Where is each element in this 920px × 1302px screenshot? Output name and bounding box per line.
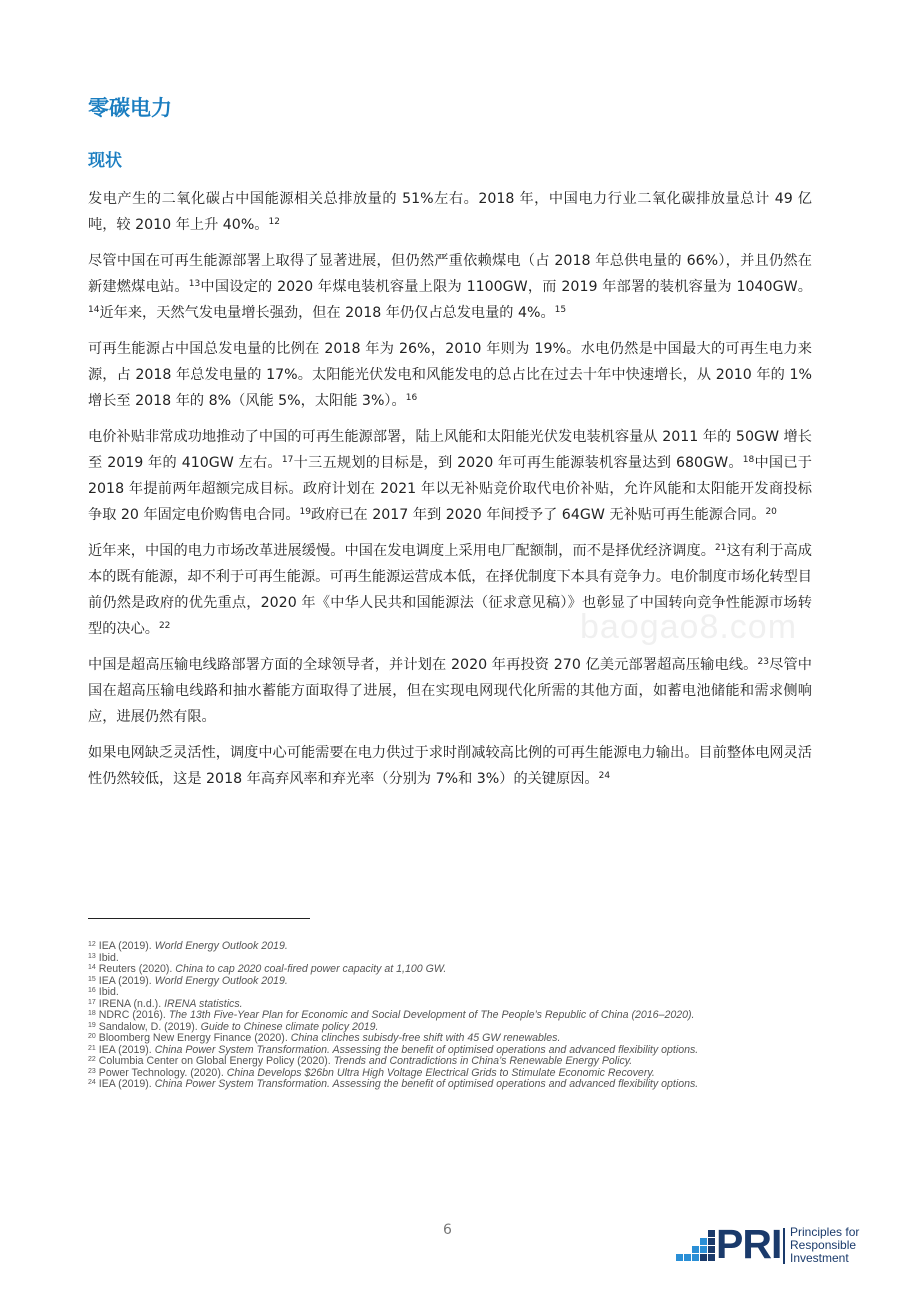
footnote-ref[interactable]: 13	[188, 279, 201, 289]
footnote-source: IEA (2019).	[98, 1078, 155, 1090]
footnote-number: 13	[88, 952, 96, 960]
footnote-title: China to cap 2020 coal-fired power capacity at 1,100 GW.	[175, 963, 447, 975]
footnote-source: Bloomberg New Energy Finance (2020).	[98, 1032, 291, 1044]
footnote-number: 14	[88, 964, 96, 971]
paragraph-text: 发电产生的二氧化碳占中国能源相关总排放量的 51%左右。2018 年，中国电力行业二氧化碳排放量总计 49 亿吨，较 2010 年上升 40%。	[88, 191, 812, 233]
paragraph	[88, 336, 812, 414]
paragraph-text: 政府已在 2017 年到 2020 年间授予了 64GW 无补贴可再生能源合同。	[310, 507, 766, 523]
paragraph-text: 中国已于 2018 年提前两年超额完成目标。政府计划在 2021 年以无补贴竞价取代电价补贴，允许风能和太阳能开发商投标争取 20 年固定电价购售电合同。	[88, 455, 812, 523]
page-heading: 零碳电力	[88, 96, 172, 120]
paragraph-text: 尽管中国在超高压输电线路和抽水蓄能方面取得了进展，但在实现电网现代化所需的其他方面，如蓄电池储能和需求侧响应，进展仍然有限。	[88, 657, 812, 725]
footnote-title: IRENA statistics.	[164, 997, 243, 1010]
paragraph	[88, 424, 812, 528]
footnote-source: Ibid.	[98, 951, 119, 964]
footnote-number: 19	[88, 1021, 96, 1029]
logo-square	[708, 1230, 715, 1237]
pri-logo-wordmark: PRI	[716, 1221, 782, 1267]
logo-square	[676, 1254, 683, 1261]
footnote-number: 15	[88, 975, 96, 983]
logo-square	[708, 1238, 715, 1245]
paragraph	[88, 186, 812, 238]
footnote-source: Reuters (2020).	[98, 963, 176, 975]
paragraph	[88, 740, 812, 792]
footnote-ref[interactable]: 22	[158, 621, 171, 631]
logo-square	[684, 1254, 691, 1261]
footnote-title: China clinches subisdy-free shift with 45 GW renewables.	[290, 1032, 561, 1044]
footnote-ref[interactable]: 23	[757, 657, 769, 667]
footnote-item	[88, 976, 818, 988]
paragraph-text: 如果电网缺乏灵活性，调度中心可能需要在电力供过于求时削减较高比例的可再生能源电力输出。目前整体电网灵活性仍然较低，这是 2018 年高弃风率和弃光率（分别为 7%和 3%）的关键原因。	[88, 745, 812, 787]
footnote-source: NDRC (2016).	[98, 1009, 169, 1021]
footnotes	[88, 941, 818, 1091]
footnote-title: China Power System Transformation. Assessing the benefit of optimised operations and advanced flexibility options.	[154, 1078, 699, 1090]
footnote-ref[interactable]: 15	[554, 305, 567, 315]
footnote-ref[interactable]: 20	[765, 507, 777, 517]
footnote-source: IEA (2019).	[98, 940, 155, 952]
footnote-title: China Power System Transformation. Assessing the benefit of optimised operations and advanced flexibility options.	[154, 1043, 699, 1056]
footnote-number: 21	[88, 1044, 96, 1052]
pri-logo-line3: Investment	[790, 1251, 849, 1265]
footnote-ref[interactable]: 19	[299, 507, 311, 517]
footnote-ref[interactable]: 16	[405, 393, 418, 403]
footnote-source: IEA (2019).	[98, 974, 155, 987]
body-text	[88, 186, 812, 802]
paragraph	[88, 248, 812, 326]
logo-square	[692, 1254, 699, 1261]
footnote-number: 20	[88, 1033, 96, 1040]
logo-square	[700, 1254, 707, 1261]
footnote-title: The 13th Five-Year Plan for Economic and Social Development of The People’s Republic of China (2016–2020).	[168, 1009, 695, 1021]
footnote-source: Power Technology. (2020).	[98, 1066, 227, 1079]
footnote-number: 16	[88, 987, 96, 994]
footnote-number: 17	[88, 998, 96, 1006]
paragraph-text: 尽管中国在可再生能源部署上取得了显著进展，但仍然严重依赖煤电（占 2018 年总供电量的 66%），并且仍然在新建燃煤电站。	[88, 253, 812, 295]
paragraph	[88, 652, 812, 730]
pri-logo-mark-icon	[676, 1224, 716, 1264]
pri-logo-line1: Principles for	[790, 1225, 860, 1239]
footnote-title: Guide to Chinese climate policy 2019.	[200, 1020, 379, 1033]
footnote-source: IRENA (n.d.).	[98, 997, 165, 1010]
paragraph-text: 十三五规划的目标是，到 2020 年可再生能源装机容量达到 680GW。	[293, 455, 743, 471]
paragraph-text: 可再生能源占中国总发电量的比例在 2018 年为 26%，2010 年则为 19%。水电仍然是中国最大的可再生电力来源，占 2018 年总发电量的 17%。太阳能光伏发电和风能发电的总占比在过去十年中快速增长，从 2010 年的 1%增长至 2018 年的 8%（风能 5%，太阳能 3%）。	[88, 341, 812, 409]
footnote-title: World Energy Outlook 2019.	[154, 974, 288, 987]
footnote-number: 23	[88, 1067, 96, 1075]
footnote-item	[88, 1079, 818, 1091]
footnote-ref[interactable]: 24	[598, 771, 611, 781]
footnote-title: Trends and Contradictions in China’s Renewable Energy Policy.	[333, 1055, 633, 1067]
footnote-source: Ibid.	[98, 986, 119, 998]
footnote-number: 22	[88, 1056, 96, 1063]
paragraph-text: 这有利于高成本的既有能源，却不利于可再生能源。可再生能源运营成本低，在择优制度下本具有竞争力。电价制度市场化转型目前仍然是政府的优先重点，2020 年《中华人民共和国能源法（征求意见稿）》也彰显了中国转向竞争性能源市场转型的决心。	[88, 543, 812, 637]
pri-logo-line2: Responsible	[790, 1238, 857, 1252]
pri-logo	[676, 1221, 876, 1268]
pri-logo-divider	[783, 1228, 785, 1264]
paragraph-text: 中国是超高压输电线路部署方面的全球领导者，并计划在 2020 年再投资 270 亿美元部署超高压输电线。	[88, 657, 758, 673]
paragraph-text: 中国设定的 2020 年煤电装机容量上限为 1100GW，而 2019 年部署的装机容量为 1040GW。	[200, 279, 812, 295]
page-number: 6	[443, 1222, 452, 1238]
logo-square	[708, 1246, 715, 1253]
footnote-source: Columbia Center on Global Energy Policy (2020).	[98, 1055, 334, 1067]
footnote-divider	[88, 918, 310, 919]
footnote-title: World Energy Outlook 2019.	[154, 940, 288, 952]
logo-square	[700, 1238, 707, 1245]
logo-square	[692, 1246, 699, 1253]
logo-square	[700, 1246, 707, 1253]
footnote-ref[interactable]: 12	[268, 217, 280, 227]
footnote-ref[interactable]: 17	[281, 455, 294, 465]
paragraph-text: 电价补贴非常成功地推动了中国的可再生能源部署，陆上风能和太阳能光伏发电装机容量从 2011 年的 50GW 增长至 2019 年的 410GW 左右。	[88, 429, 812, 471]
paragraph-text: 近年来，天然气发电量增长强劲，但在 2018 年仍仅占总发电量的 4%。	[99, 305, 555, 321]
logo-square	[708, 1254, 715, 1261]
footnote-source: IEA (2019).	[98, 1043, 155, 1056]
footnote-title: China Develops $26bn Ultra High Voltage Electrical Grids to Stimulate Economic Recovery.	[226, 1066, 655, 1079]
footnote-item	[88, 941, 818, 953]
paragraph-text: 近年来，中国的电力市场改革进展缓慢。中国在发电调度上采用电厂配额制，而不是择优经济调度。	[88, 543, 716, 559]
pri-logo-tagline	[790, 1226, 859, 1265]
footnote-ref[interactable]: 14	[88, 305, 100, 315]
footnote-number: 24	[88, 1079, 96, 1086]
watermark: baogao8.com	[580, 608, 798, 646]
footnote-number: 18	[88, 1010, 96, 1017]
footnote-source: Sandalow, D. (2019).	[98, 1020, 201, 1033]
footnote-ref[interactable]: 18	[742, 455, 755, 465]
footnote-number: 12	[88, 941, 96, 948]
footnote-ref[interactable]: 21	[715, 543, 727, 553]
section-subheading: 现状	[88, 151, 122, 171]
